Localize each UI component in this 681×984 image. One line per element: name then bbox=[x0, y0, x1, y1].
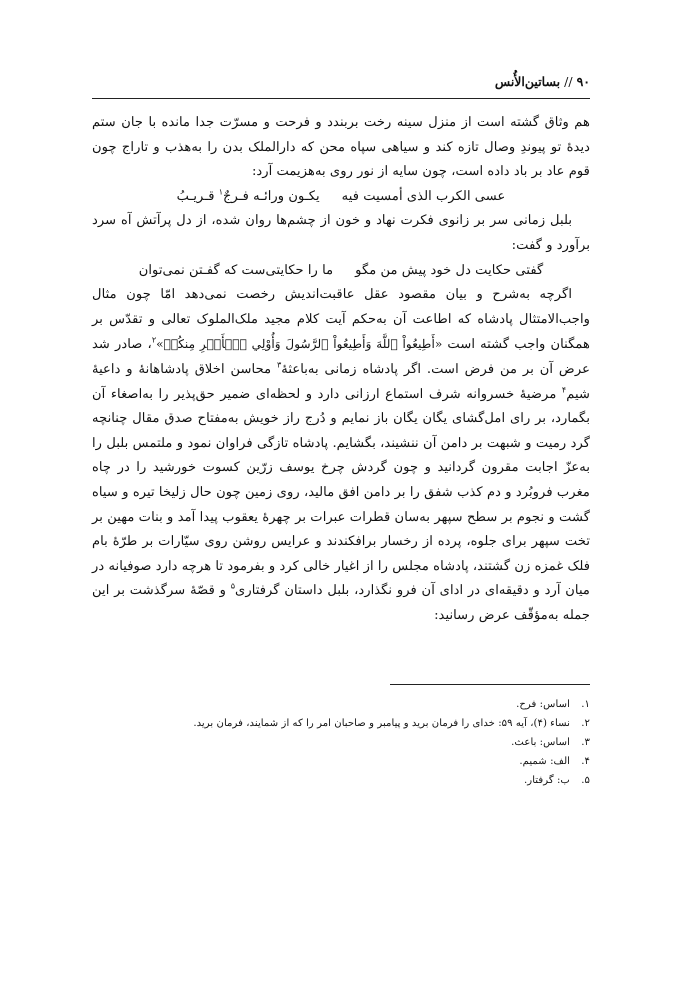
footnote-item bbox=[92, 695, 590, 714]
footnotes bbox=[92, 695, 590, 790]
footnote-number: ۱. bbox=[581, 699, 590, 711]
paragraph-2: بلبل زمانی سر بر زانوی فکرت نهاد و خون از چشم‌ها روان شده، از دل پرآتش آه سرد برآورد و گفت: bbox=[92, 213, 590, 253]
verse-2 bbox=[92, 259, 590, 284]
footnote-text: اساس: فرح. bbox=[516, 699, 570, 711]
main-text bbox=[92, 111, 590, 628]
quran-quote: «أَطِيعُواْ ٱللَّهَ وَأَطِيعُواْ ٱلرَّسُولَ وَأُوْلِي ٱلۡأَمۡرِ مِنكُمۡ» bbox=[156, 337, 443, 352]
paragraph-3-part-a: اگرچه به‌شرح و بیان مقصود عقل عاقبت‌اندیش رخصت نمی‌دهد امّا چون مثال واجب‌الامتثال پادشاه که اطاعت آن به‌حکم آیت کلام مجید ملک‌الملوک تعالی و تقدّس بر همگنان واجب گشته است bbox=[92, 287, 590, 353]
verse-1-text: یکـون ورائـه فـرجٌ bbox=[223, 188, 320, 204]
verse-1-hemistich-2 bbox=[177, 185, 320, 210]
paragraph-3-part-b: ، صادر شد عرض آن بر من فرض است. اگر پادشاه زمانی به‌باعثهٔ bbox=[92, 337, 590, 377]
footnote-text: الف: شمیم. bbox=[519, 756, 570, 768]
verse-2-hemistich-2: ما را حکایتی‌ست که گفـتن نمی‌توان bbox=[138, 262, 334, 278]
paragraph-1: هم وثاق گشته است از منزل سینه رخت بربندد و فرحت و مسرّت جدا مانده با جان ستم دیدهٔ تو پیوندِ وصال تازه کند و سیاهی سپاه محن که دارالملک بدن را به‌هذب و تاراج چون قوم عاد بر باد داده است، چون سایه از نور روی به‌هزیمت آرد: bbox=[92, 115, 590, 180]
footnote-ref-4[interactable]: ۴ bbox=[561, 385, 567, 395]
footnote-ref-5[interactable]: ۵ bbox=[230, 581, 236, 591]
book-page bbox=[92, 74, 590, 790]
running-header bbox=[92, 74, 590, 99]
paragraph-3-part-d: مرضیهٔ خسروانه شرف استماع ارزانی دارد و لحظه‌ای ضمیر حق‌پذیر را به‌اصغاء آن بگمارد، بر رای امل‌گشای یگان یگان باز نمایم و دُرج راز خویش به‌مفتاح صدق مقال چنانچه گرد رمیت و شبهت بر دامن آن ننشیند، بگشایم. پادشاه تازگی فراوان نمود و ملتمس بلبل را به‌عزّ اجابت مقرون گردانید و چون گردش چرخ یوسف زرّین کسوت خورشید را در چاه مغرب فروبُرد و دم کذب شفق را بر دامن افق مالید، روی زمین چون حال زلیخا تیره و سیاه گشت و نجوم بر سطح سپهر به‌سان قطرات عبرات بر چهرهٔ یعقوب پیدا آمد و بنات مهین بر تخت سپهر برای جلوه، پرده از رخسار برافکندند و عرایس روشن روی سیّارات بر طرّهٔ بام فلک غمزه زن گشتند، پادشاه مجلس را از اغیار خالی کرد و بفرمود تا هرچه دارد صوفیانه در میان آرد و دقیقه‌ای در ادای آن فرو نگذارد، بلبل داستان گرفتاری bbox=[92, 386, 590, 599]
footnote-text: ب: گرفتار. bbox=[524, 775, 570, 787]
book-title: بساتین‌الأُنس bbox=[494, 74, 561, 89]
footnote-number: ۴. bbox=[581, 756, 590, 768]
paragraph-3-part-e: و قصّهٔ سرگذشت بر این جمله به‌مؤقّف عرض رسانید: bbox=[92, 583, 590, 623]
verse-1-hemistich-1: عسی الکرب الذی أمسیت فیه bbox=[341, 188, 506, 204]
footnote-text: اساس: باعث. bbox=[511, 737, 570, 749]
verse-2-hemistich-1: گفتی حکایت دل خود پیش من مگو bbox=[355, 262, 544, 278]
footnote-item bbox=[92, 733, 590, 752]
footnote-divider bbox=[390, 684, 590, 685]
footnote-ref-1[interactable]: ۱ bbox=[218, 187, 223, 197]
footnote-number: ۵. bbox=[581, 775, 590, 787]
footnote-number: ۳. bbox=[581, 737, 590, 749]
footnote-ref-3[interactable]: ۳ bbox=[277, 360, 282, 370]
footnote-ref-2[interactable]: ۲ bbox=[151, 335, 157, 345]
footnote-item bbox=[92, 771, 590, 790]
footnote-item bbox=[92, 714, 590, 733]
verse-1 bbox=[92, 185, 590, 210]
footnote-text: نساء (۴)، آیه ۵۹: خدای را فرمان برید و پیامبر و صاحبان امر را که از شمایند، فرمان برید. bbox=[193, 718, 570, 730]
paragraph-3 bbox=[92, 283, 590, 628]
paragraph-3-part-c: محاسن اخلاق پادشاهانهٔ و داعیهٔ شیم bbox=[92, 361, 590, 402]
footnote-number: ۲. bbox=[581, 718, 590, 730]
verse-1-end: قـریـبُ bbox=[176, 188, 219, 204]
page-number: ۹۰ bbox=[576, 74, 590, 89]
footnote-item bbox=[92, 752, 590, 771]
header-separator: // bbox=[564, 74, 573, 89]
